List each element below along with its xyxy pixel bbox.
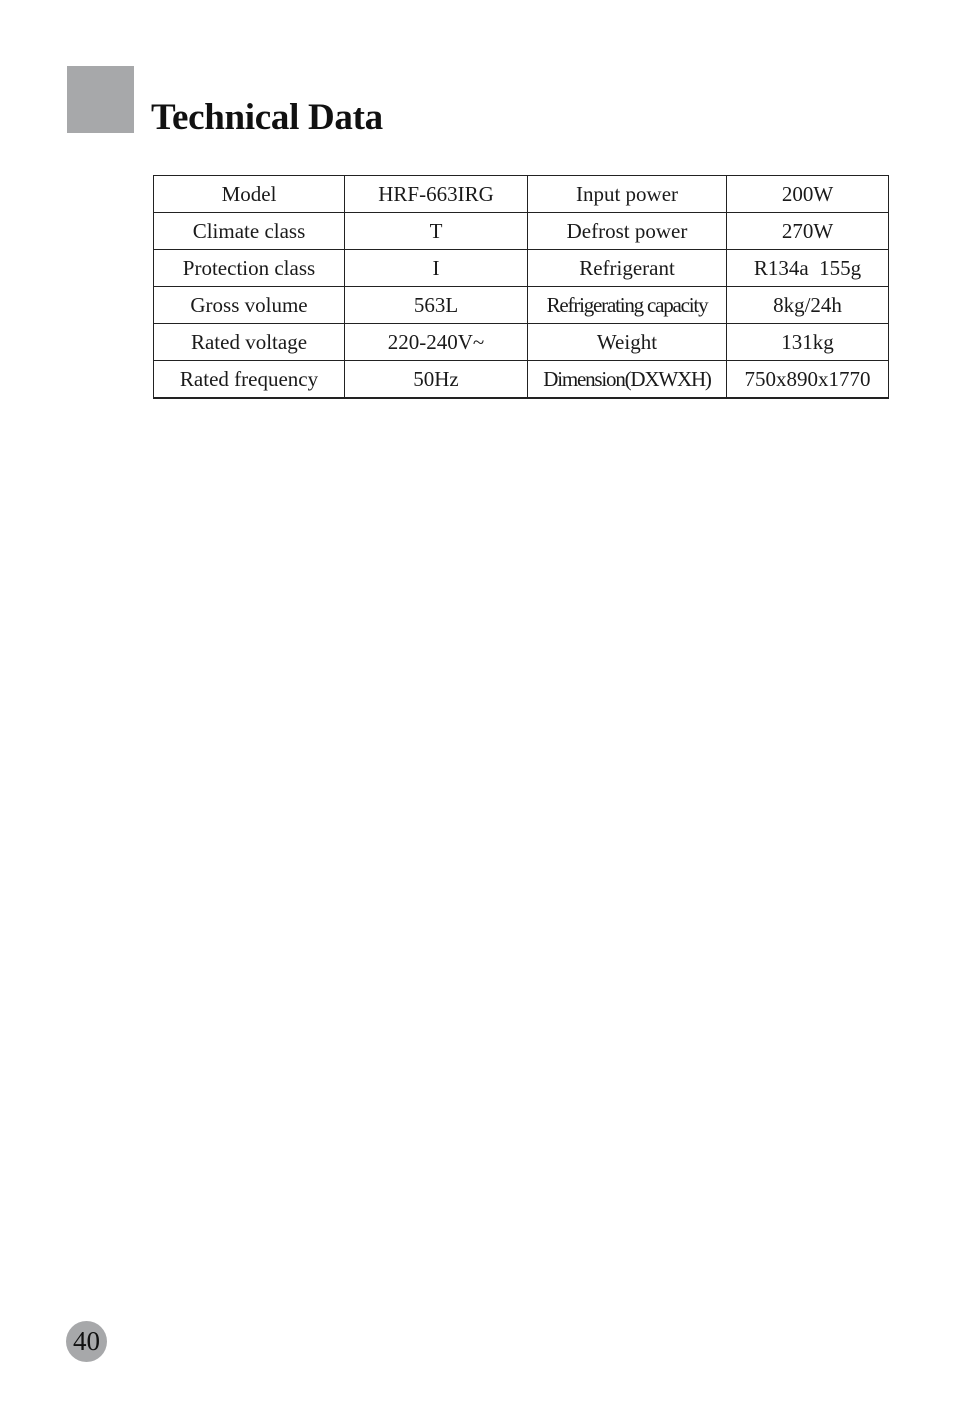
spec-value: T (345, 213, 528, 250)
spec-value: 270W (727, 213, 889, 250)
spec-label: Climate class (154, 213, 345, 250)
spec-value: 563L (345, 287, 528, 324)
spec-label: Defrost power (528, 213, 727, 250)
spec-value: 131kg (727, 324, 889, 361)
table-row (154, 324, 889, 361)
spec-value: I (345, 250, 528, 287)
spec-value: 200W (727, 176, 889, 213)
table-row (154, 361, 889, 399)
spec-label: Dimension(DXWXH) (528, 361, 727, 399)
page-number: 40 (66, 1321, 107, 1362)
spec-value: HRF-663IRG (345, 176, 528, 213)
section-marker-square (67, 66, 134, 133)
spec-label: Gross volume (154, 287, 345, 324)
table-row (154, 213, 889, 250)
spec-label: Input power (528, 176, 727, 213)
technical-data-table (153, 175, 889, 399)
spec-label: Rated voltage (154, 324, 345, 361)
spec-label: Model (154, 176, 345, 213)
page-title: Technical Data (151, 97, 383, 138)
table-row (154, 176, 889, 213)
spec-value: 8kg/24h (727, 287, 889, 324)
table-row (154, 250, 889, 287)
spec-label: Rated frequency (154, 361, 345, 399)
table-row (154, 287, 889, 324)
spec-label: Weight (528, 324, 727, 361)
spec-value: 50Hz (345, 361, 528, 399)
spec-value: 750x890x1770 (727, 361, 889, 399)
spec-label: Refrigerating capacity (528, 287, 727, 324)
spec-label: Refrigerant (528, 250, 727, 287)
spec-value: R134a 155g (727, 250, 889, 287)
spec-label: Protection class (154, 250, 345, 287)
spec-value: 220-240V~ (345, 324, 528, 361)
